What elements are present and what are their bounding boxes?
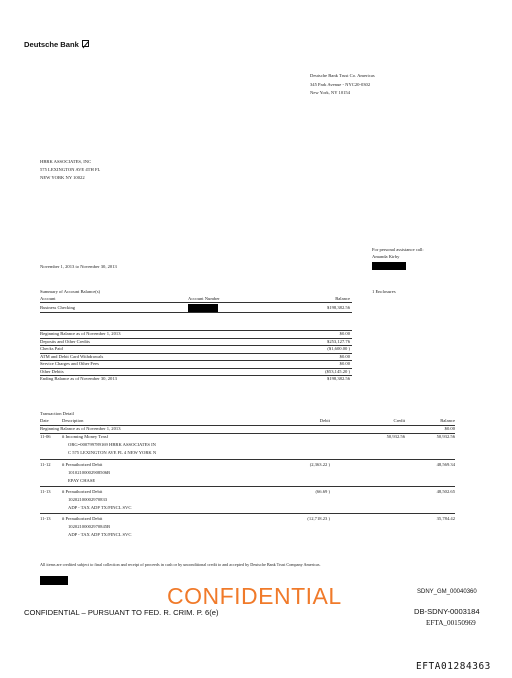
- row-desc-line: 10102100002908506B: [68, 470, 111, 475]
- col-balance: Balance: [440, 418, 455, 423]
- row-date: 11-13: [40, 489, 51, 494]
- col-description: Description: [62, 418, 84, 423]
- beginning-balance-value: $0.00: [444, 426, 455, 431]
- summary-col-number: Account Number: [188, 296, 220, 301]
- enclosures-count: 1 Enclosures: [372, 289, 396, 294]
- summary-title: Summary of Account Balance(s): [40, 289, 101, 294]
- balance-value: ($1,600.00 ): [327, 346, 350, 351]
- customer-address: [40, 158, 100, 182]
- row-credit: 50,932.56: [386, 434, 405, 439]
- confidential-stamp: CONFIDENTIAL: [167, 583, 342, 609]
- balance-value: $0.00: [339, 353, 350, 359]
- bank-logo-text: Deutsche Bank: [24, 40, 79, 49]
- customer-address-line: NEW YORK NY 10022: [40, 175, 85, 180]
- row-desc-line: # Incoming Money Trnsf: [62, 434, 109, 439]
- redaction-box: [188, 304, 218, 312]
- row-debit: (12,718.23 ): [307, 516, 330, 521]
- efta-document-id: EFTA01284363: [416, 661, 491, 672]
- divider: [40, 513, 455, 514]
- col-date: Date: [40, 418, 49, 423]
- confidential-legend: CONFIDENTIAL – PURSUANT TO FED. R. CRIM. P. 6(e): [24, 608, 219, 617]
- deutsche-bank-slash-square-icon: [82, 40, 89, 47]
- divider: [40, 302, 352, 303]
- summary-col-account: Account: [40, 296, 56, 301]
- balance-value: $0.00: [339, 361, 350, 366]
- redaction-box: [372, 262, 406, 270]
- footer-note: All items are credited subject to final collection and receipt of proceeds in cash or by unconditional credit to and accepted by Deutsche Bank Trust Company Americas.: [40, 562, 321, 567]
- account-type: Business Checking: [40, 305, 76, 310]
- row-balance: 35,784.42: [436, 516, 455, 521]
- row-desc-line: ADP - TAX ADP TX/FINCL SVC: [68, 505, 132, 510]
- assistance-line-1: For personal assistance call:: [372, 247, 424, 252]
- balance-label: ATM and Debit Card Withdrawals: [40, 353, 104, 359]
- balance-label: Service Charges and Other Fees: [40, 361, 99, 366]
- row-debit: (66.69 ): [315, 489, 330, 494]
- summary-col-balance: Balance: [335, 296, 350, 301]
- table-row: [40, 462, 455, 488]
- col-credit: Credit: [393, 418, 405, 423]
- table-row: [40, 516, 455, 542]
- balance-label: Checks Paid: [40, 346, 63, 351]
- balance-label: Other Debits: [40, 368, 64, 374]
- beginning-balance-label: Beginning Balance as of November 1, 2013: [40, 426, 121, 431]
- bank-address-line: New York, NY 10154: [310, 90, 351, 95]
- row-date: 11-12: [40, 462, 51, 467]
- row-debit: (2,363.22 ): [309, 462, 330, 467]
- balance-value: $253,127.76: [327, 338, 350, 344]
- row-date: 11-13: [40, 516, 51, 521]
- row-desc-line: 10202100002970845B: [68, 524, 111, 529]
- row-desc-line: # Preauthorized Debit: [62, 516, 103, 521]
- table-row: [40, 489, 455, 515]
- balance-value: ($53,145.20 ): [325, 368, 350, 374]
- customer-address-line: HBRK ASSOCIATES, INC: [40, 159, 92, 164]
- balance-label: Ending Balance as of November 30, 2013: [40, 376, 117, 381]
- row-date: 11-06: [40, 434, 51, 439]
- balance-value: $0.00: [339, 331, 350, 336]
- divider: [40, 312, 352, 313]
- row-desc-line: 10202100002970833: [68, 497, 108, 502]
- divider: [40, 459, 455, 460]
- transaction-header: [40, 418, 455, 425]
- col-debit: Debit: [319, 418, 330, 423]
- row-desc-line: # Preauthorized Debit: [62, 462, 103, 467]
- bank-address-line: 345 Park Avenue - NYC20-0302: [310, 81, 371, 87]
- customer-address-line: 575 LEXINGTON AVE 4TH FL: [40, 167, 101, 172]
- balance-value: $198,382.56: [327, 376, 350, 381]
- assistance-contact-name: Amanda Kirby: [372, 254, 400, 259]
- row-balance: 48,502.65: [436, 489, 455, 494]
- sdny-bates-number: SDNY_GM_00040360: [417, 589, 477, 595]
- row-desc-line: # Preauthorized Debit: [62, 489, 103, 494]
- transaction-title: Transaction Detail: [40, 411, 74, 416]
- balance-label: Beginning Balance as of November 1, 2013: [40, 331, 121, 336]
- efta-number: EFTA_00150969: [426, 619, 476, 627]
- bank-address: [310, 72, 375, 98]
- balance-label: Deposits and Other Credits: [40, 338, 90, 344]
- row-desc-line: ADP - TAX ADP TX/FINCL SVC: [68, 532, 132, 537]
- row-balance: 48,569.34: [436, 462, 455, 467]
- row-desc-line: C 575 LEXINGTON AVE FL 4 NEW YORK N: [68, 450, 157, 455]
- row-balance: 50,932.56: [436, 434, 455, 439]
- bank-address-line: Deutsche Bank Trust Co. Americas: [310, 73, 375, 78]
- table-row: [40, 434, 455, 460]
- row-desc-line: EPAY CHASE: [68, 478, 96, 483]
- row-desc-line: ORG=000799789169 HBRK ASSOCIATES IN: [68, 442, 156, 447]
- statement-period: November 1, 2013 to November 30, 2013: [40, 264, 117, 269]
- divider: [40, 486, 455, 487]
- db-sdny-number: DB-SDNY-0003184: [414, 607, 480, 616]
- account-balance: $198,382.56: [327, 305, 350, 310]
- redaction-box: [40, 576, 68, 585]
